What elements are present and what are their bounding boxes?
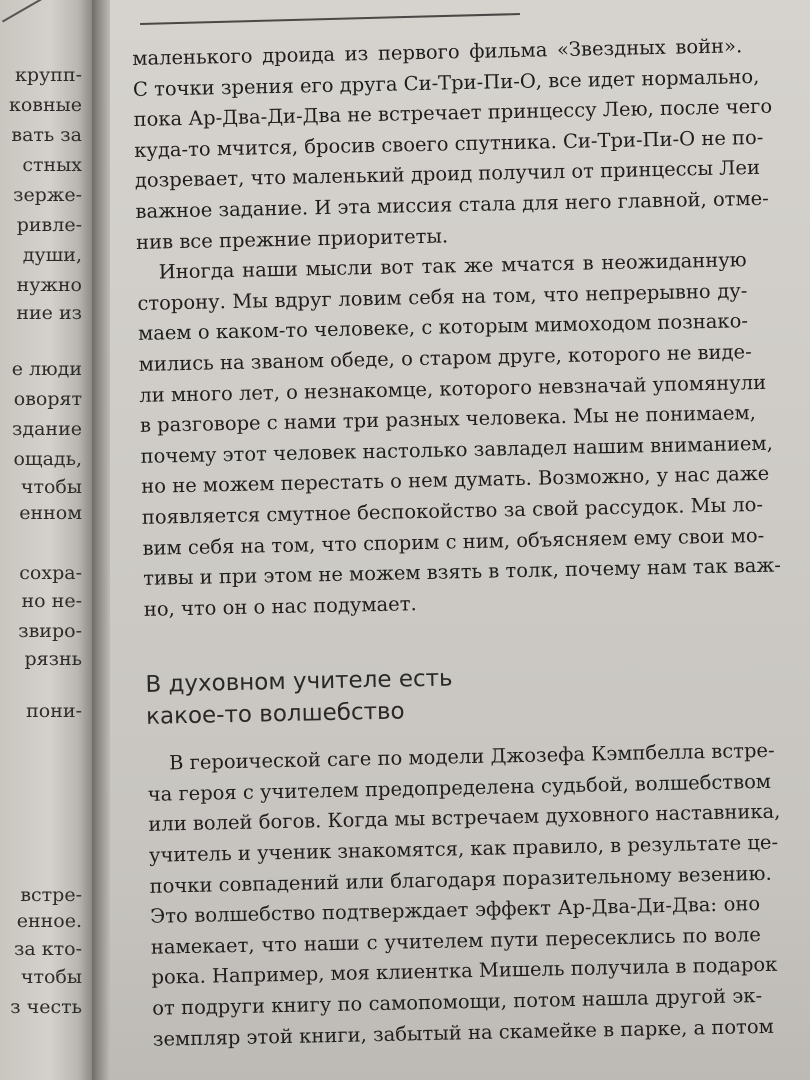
left-line: стных [22, 154, 82, 176]
left-line: ние из [16, 302, 82, 324]
left-line: пони- [26, 700, 82, 722]
left-line: рязнь [24, 648, 82, 670]
text-line: маленького дроида из первого фильма «Звездных войн». [132, 34, 743, 70]
text-line: рока. Например, моя клиентка Мишель получила в подарок [151, 953, 778, 990]
left-line: за кто- [14, 938, 82, 960]
left-line: зерже- [13, 184, 82, 206]
text-line: дозревает, что маленький дроид получил от принцессы Леи [134, 156, 761, 193]
left-line: души, [22, 244, 82, 266]
left-line: з честь [10, 996, 82, 1018]
text-line: ли много лет, о незнакомце, которого невзначай упомянули [139, 370, 767, 407]
left-line: енном [19, 502, 82, 524]
text-line: куда-то мчится, бросив своего спутника. Си-Три-Пи-О не по- [133, 125, 764, 162]
text-line: намекает, что наши с учителем пути пересеклись по воле [150, 922, 762, 959]
left-line: здание [12, 418, 82, 440]
text-line: тивы и при этом не можем взять в толк, почему нам так важ- [142, 553, 782, 590]
text-line: Это волшебство подтверждает эффект Ар-Два-Ди-Два: оно [150, 892, 761, 929]
paragraph [132, 31, 773, 258]
left-line: чтобы [20, 476, 82, 498]
left-line: чтобы [20, 966, 82, 988]
left-line: ковные [8, 94, 82, 116]
text-line: но, что он о нас подумает. [143, 591, 417, 621]
book-gutter [92, 0, 110, 1080]
text-line: но не можем перестать о нем думать. Возможно, у нас даже [141, 462, 770, 499]
right-page [110, 0, 810, 1080]
left-line: нужно [16, 274, 82, 296]
left-line: ривле- [16, 214, 82, 236]
top-rule [140, 13, 520, 25]
left-line: встре- [20, 884, 82, 906]
left-line: ощадь, [13, 448, 82, 470]
text-line: мились на званом обеде, о старом друге, которого не виде- [138, 340, 752, 376]
body-text [132, 31, 782, 1055]
text-line: важное задание. И эта миссия стала для него главной, отме- [135, 186, 769, 223]
text-line: С точки зрения его друга Си-Три-Пи-О, все идет нормально, [132, 64, 760, 101]
left-line: крупп- [15, 64, 82, 86]
text-line: вим себя на том, что спорим с ним, объясняем ему свои мо- [142, 523, 765, 560]
text-line: учитель и ученик знакомятся, как правило, в результате це- [148, 830, 779, 867]
left-line: но не- [21, 590, 82, 612]
text-line: маем о каком-то человеке, с которым мимоходом познако- [137, 309, 749, 346]
heading-line: какое-то волшебство [145, 698, 405, 731]
text-line: нив все прежние приоритеты. [135, 223, 449, 254]
text-line: появляется смутное беспокойство за свой рассудок. Мы ло- [141, 492, 764, 529]
top-rule [0, 0, 46, 23]
left-line: е люди [11, 358, 82, 380]
paragraph [147, 736, 781, 1055]
text-line: земпляр этой книги, забытый на скамейке в парке, а потом [152, 1014, 774, 1051]
left-line: енное. [16, 910, 82, 932]
text-line: Иногда наши мысли вот так же мчатся в неожиданную [158, 248, 747, 284]
left-line: оворят [13, 388, 82, 410]
left-line: сохра- [19, 562, 82, 584]
text-line: от подруги книгу по самопомощи, потом нашла другой эк- [151, 984, 763, 1020]
left-line: звиро- [18, 620, 82, 642]
left-page [0, 0, 92, 1080]
paragraph [136, 245, 782, 625]
text-line: почему этот человек настолько завладел нашим вниманием, [140, 431, 774, 468]
left-line: вать за [11, 124, 82, 146]
text-line: пока Ар-Два-Ди-Два не встречает принцессу Лею, после чего [133, 94, 773, 132]
text-line: или волей богов. Когда мы встречаем духовного наставника, [148, 800, 781, 837]
section-heading [145, 656, 756, 733]
text-line: В героической саге по модели Джозефа Кэмпбелла встре- [168, 738, 775, 775]
text-line: ча героя с учителем предопределена судьбой, волшебством [147, 769, 772, 806]
text-line: сторону. Мы вдруг ловим себя на том, что непрерывно ду- [137, 278, 748, 315]
heading-line: В духовном учителе есть [145, 665, 453, 699]
text-line: в разговоре с нами три разных человека. Мы не понимаем, [139, 401, 757, 438]
text-line: почки совпадений или благодаря поразительному везению. [149, 861, 772, 898]
